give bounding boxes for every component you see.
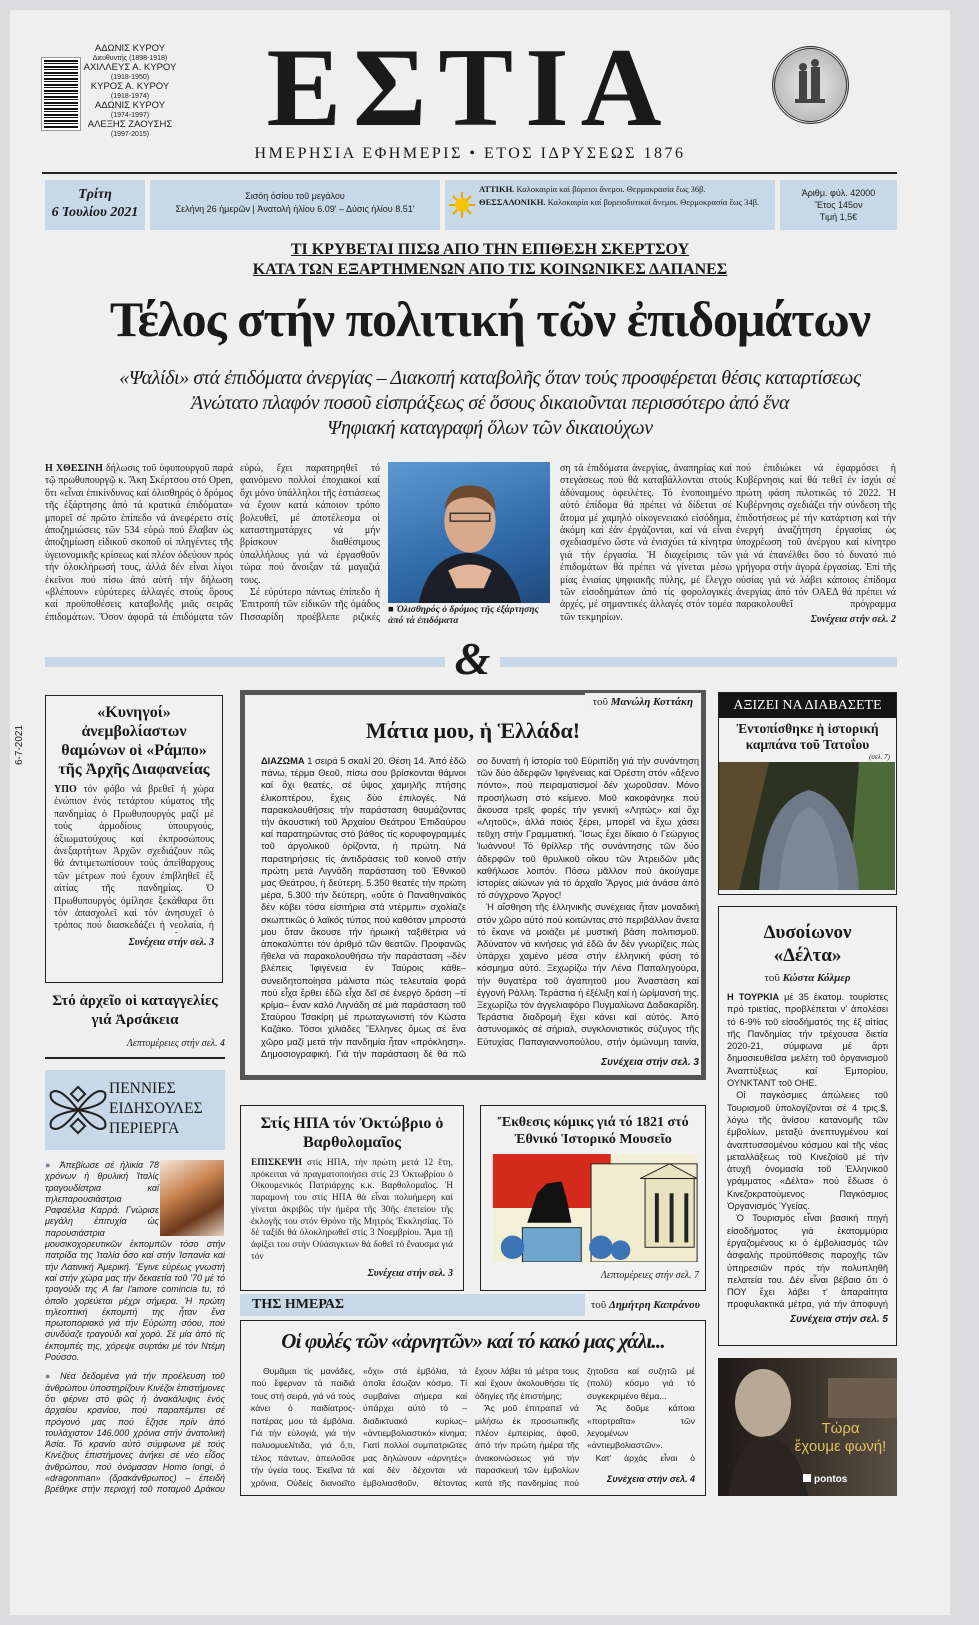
worth-reading-header: ΑΞΙΖΕΙ ΝΑ ΔΙΑΒΑΣΕΤΕ	[719, 693, 896, 718]
weather-thessaloniki: Καλοκαιρία καί βορειοδυτικοί ἄνεμοι. Θερμοκρασία ἕως 34β.	[545, 197, 760, 207]
section-divider-left	[45, 657, 445, 667]
lead-kicker	[60, 240, 920, 280]
lead-continued-link[interactable]: Συνέχεια στήν σελ. 2	[810, 614, 896, 625]
founder-name: ΑΔΩΝΙΣ ΚΥΡΟΥ	[94, 43, 166, 54]
issue-box	[780, 180, 897, 230]
brief-item	[45, 1371, 225, 1495]
floral-ornament-icon	[49, 1085, 107, 1135]
kicker-line: ΚΑΤΑ ΤΩΝ ΕΞΑΡΤΗΜΕΝΩΝ ΑΠΟ ΤΙΣ ΚΟΙΝΩΝΙΚΕΣ ΔΑΠΑΝΕΣ	[252, 261, 728, 278]
left-feature-continued-link[interactable]: Συνέχεια στήν σελ. 3	[128, 937, 214, 948]
column-col-1	[261, 755, 466, 1060]
of-the-day-col-4: ζητοῦσα καί συζητῶ μέ (πολύ) κόσμο γιά τό συγκεκριμένο θέμα... Ἄς δοῦμε κάποια «πορτραῖτα» τῶν λεγομένων «ἀντιεμβολιαστῶν». Κατ' ἀρχάς εἶναι ὁ	[587, 1366, 695, 1463]
founder-years: (1974-1997)	[110, 111, 150, 119]
column-byline	[585, 693, 701, 711]
weather-attica: Καλοκαιρία καί βόρειοι ἄνεμοι. Θερμοκρασία ἕως 36β.	[514, 184, 706, 194]
brief-header	[45, 1070, 225, 1150]
usa-continued-link[interactable]: Συνέχεια στήν σελ. 3	[367, 1268, 453, 1279]
brief-title: ΠΕΝΝΙΕΣ	[109, 1080, 176, 1097]
of-the-day-headline[interactable]: Οἱ φυλές τῶν «ἀρνητῶν» καί τό κακό μας χάλι...	[281, 1329, 665, 1353]
sun-icon	[449, 192, 475, 218]
lead-lede: Η ΧΘΕΣΙΝΗ	[45, 463, 103, 474]
usa-box	[240, 1105, 464, 1291]
weather-place-thessaloniki: ΘΕΣΣΑΛΟΝΙΚΗ.	[479, 197, 546, 207]
ad-slogan-line: ἔχουμε φωνή!	[794, 1438, 887, 1455]
subhead: Ἀνώτατο πλαφόν ποσοῦ εἰσπράξεως σέ ὅσους δικαιοῦνται περισσότερο ἀπό ἕνα	[190, 392, 790, 414]
of-the-day-box	[240, 1320, 706, 1496]
issue-date: 6 Ἰουλίου 2021	[51, 205, 139, 220]
of-the-day-author: Δημήτρη Καπράνου	[608, 1299, 700, 1311]
delta-body: μέ 35 ἑκατομ. τουρίστες πρό τριετίας, προβλέπεται ν' ἀπολέσει τό 6-9% τοῦ εἰσοδήματός της ἐξ αἰτίας τῆς Πανδημίας τήν τρέχουσα διετία 2020-21, σύμφωνα μέ ἄρτι δημοσιευθεῖσα μελέτη τοῦ ὀργανισμοῦ Ἀναπτύξεως καί Ἐμπορίου, ΟΥΝΚΤΑΝΤ τοῦ ΟΗΕ. Οἱ παγκόσμιες ἀπώλειες τοῦ Τουρισμοῦ ὑπολογίζονται σέ 4 τρις.$, λόγω τῆς ἀνίσου κατανομῆς τῶν ἐμβολίων, μεταξύ ἀνεπτυγμένου καί ἀναπτυσσομένου κόσμου καί τῆς νέας μεταλλάξεως τοῦ Κινεζοϊοῦ μέ τήν ἀτυχῆ ὀνομασία τοῦ Ἑλληνικοῦ γράμματος «Δέλτα» πού ἔδωσε ὁ Κινεζοκρατούμενος Παγκόσμιος Ὀργανισμός Ὑγείας. Ὁ Τουρισμός εἶναι βασική πηγή εἰσοδήματος γιά ἑκατομμύρια ἐργαζομένους κι ὁ ἐμβολιασμός τῶν ἀσφαλής προϋπόθεσις παροχῆς τῶν ὑπηρεσιῶν πρός τήν πολυπληθῆ πελατεία του. Δέν εἶναι βέβαιο ὅτι ὁ ΠΟΥ ἔχει λάβει τ' ἀπαραίτητα προφυλακτικά μέτρα, γιά τήν ἀποφυγή	[727, 992, 888, 1310]
of-the-day-col-3: ἔχουν λάβει τά μέτρα τους καί ἔχουν ἀκολουθήσει τίς ὁδηγίες τῆς ἐπιστήμης; Ἄς μοῦ ἐπιτραπεῖ νά μιλήσω ἐκ προσωπικῆς πλέον ἐμπειρίας, ἀφοῦ, ἀπό τήν πρώτη ἡμέρα τῆς ἀνακοινώσεως γιά τήν παρασκευή τῶν ἐμβολίων κατά τῆς πανδημίας πού	[475, 1366, 579, 1488]
brief-text: Νέα δεδομένα γιά τήν προέλευση τοῦ ἀνθρώπου ὑποστηρίζουν Κινέζοι ἐπιστήμονες ὅτι φέρνει στό φῶς ἡ ἀνακάλυψις ἑνός ἀρχαίου κρανίου, πού παραπέμπει σέ πρόγονό μας πού ἔζησε πρίν ἀπό τουλάχιστον 146.000 χρόνια στήν ἀνατολική Ἀσία. Τό κρανίο αὐτό σύμφωνα μέ τούς Κινέζους ἐπιστήμονες ἀνήκει σέ νέο εἶδος ἀνθρώπου, πού ὀνόμασαν Homo longi, ὁ «dragonman» (δρακάνθρωπος) – ἐπειδή βρέθηκε στήν περιοχή τοῦ ποταμοῦ Δράκου	[45, 1371, 225, 1495]
comics-headline[interactable]: Ἔκθεσις κόμικς γιά τό 1821 στό Ἐθνικό Ἱστορικό Μουσεῖο	[497, 1115, 689, 1147]
pontos-ad[interactable]	[718, 1358, 897, 1496]
left-feature-box	[45, 695, 223, 983]
founder-years: (1997-2015)	[110, 130, 150, 138]
lead-photo	[388, 462, 550, 603]
brief-title: ΠΕΡΙΕΡΓΑ	[109, 1120, 180, 1137]
masthead-seal	[772, 46, 849, 124]
barcode	[42, 58, 80, 130]
of-the-day-bar	[240, 1294, 706, 1316]
column-text: 1 σειρά 5 σκαλί 20. Θέση 14. Ἀπό ἐδῶ πάνω, τέρμα Θεοῦ, πίσω σου βρίσκονται θάμνοι καί ὄχι θεατές, σέ ὕψος χαμηλῆς πτήσης ἑλικοπτέρου, ἔχεις δύο ἐπιλογές. Νά παρακολουθήσεις τήν παράσταση θαυμάζοντας τήν ἀκουστική τοῦ Ἀρχαίου Θεάτρου Ἐπιδαύρου καί παρατηρώντας στό βάθος τίς κορυφογραμμές τοῦ ἀργολικοῦ ὁρίζοντα, ἡ πρώτη. Νά παρατηρήσεις τίς ἀντιδράσεις τοῦ κοινοῦ στήν πρώτη μετά Λιγνάδη παράσταση τοῦ Ἐθνικοῦ μας Θεάτρου, ἡ δεύτερη. 5.350 θεατές τήν πρώτη μέρα, 5.300 τήν δεύτερη, «οὔτε ὁ Παναθηναϊκός δέν κόβει τόσα εἰσιτήρια στά ντέρμπι» σχολίαζε σκωπτικῶς ὁ λαϊκός τύπος πού καθόταν μπροστά μου ὅταν ἄκουσε τήν ἡρωική ταξιθέτρια νά ἀποκαλύπτει τόν ἀριθμό τῶν θεατῶν. Προφανῶς ἤθελα νά παρακολουθήσω τήν παράσταση –δέν βλέπεις Ἰφιγένεια ἐν Ταύροις κάθε– συνειδητοποίησα μάλιστα πώς τελευταία φορά πού εἶχα ἔρθει ἐδῶ εἶχα δεῖ σέ ἐνεργό δράση –τί κρίμα– ἕναν καλό Λιγνάδη σέ μιά παράσταση τοῦ Σταύρου Τσακίρη μέ πρωταγωνιστή τόν Κώστα Καζάκο. Τόσοι χιλιάδες Ἕλληνες ὅμως σέ ἕνα χῶρο μαζί μετά τήν πανδημία ἦταν «πρόκληση». Δημοσιογραφική. Γιά τήν παράσταση δέ θά πῶ	[261, 756, 466, 1059]
brief-title: ΕΙΔΗΣΟΥΛΕΣ	[109, 1100, 203, 1117]
left-feature-lede: ΥΠΟ	[54, 784, 77, 795]
usa-headline[interactable]: Στίς ΗΠΑ τόν Ὀκτώβριο ὁ Βαρθολομαῖος	[260, 1115, 444, 1151]
brand-logo-icon	[803, 1474, 811, 1482]
delta-box	[718, 906, 897, 1346]
left-rule	[45, 1057, 225, 1059]
delta-author: Κώστα Κόλμερ	[782, 972, 851, 984]
subhead: Ψηφιακή καταγραφή ὅλων τῶν δικαιούχων	[327, 417, 653, 439]
lead-column-4: πού ἐπιδιώκει νά ἐφαρμόσει ἡ Κυβέρνησις καί θά τεθεῖ ἐν ἰσχύι σέ πρώτη φάση πιλοτικῶς τό 2022. Ἡ Κυβέρνησις σχεδιάζει τήν σύνδεση τῆς ἐπιδοτήσεως μέ τήν κατάρτιση καί τήν ἐνεργή ἀναζήτηση ἐργασίας ὡς ὑποχρέωση τοῦ ἀνέργου καί κίνητρο γιά νά ἐπανέλθει ὅσο τό δυνατό πιό γρήγορα στήν ἀγορά ἐργασίας. Ἐπί τῆς οὐσίας γιά νά λάβει κάποιος ἐπίδομα ἀνεργίας ἀπό τόν ΟΑΕΔ θά πρέπει νά παρακολουθεῖ πρόγραμμα	[736, 463, 896, 611]
lead-photo-caption: ■ Ὀλισθηρός ὁ δρόμος τῆς ἐξάρτησης ἀπό τά ἐπιδόματα	[388, 605, 539, 626]
comics-box	[480, 1105, 706, 1291]
delta-text	[727, 991, 888, 1310]
ad-slogan-line: Τώρα	[821, 1420, 860, 1437]
weekday: Τρίτη	[78, 187, 112, 202]
almanac-box	[150, 180, 440, 230]
price: Τιμή 1,5€	[819, 212, 858, 222]
section-divider-right	[500, 657, 897, 667]
delta-title[interactable]	[727, 921, 888, 967]
of-the-day-byline	[585, 1294, 706, 1316]
delta-lede: Η ΤΟΥΡΚΙΑ	[727, 992, 780, 1002]
left-feature-text	[54, 784, 214, 933]
of-the-day-continued-link[interactable]: Συνέχεια στήν σελ. 4	[607, 1474, 695, 1484]
founders-list	[82, 44, 178, 139]
byline-prefix: τοῦ	[764, 972, 783, 984]
ampersand-ornament: &	[454, 633, 491, 684]
brief-items	[45, 1160, 225, 1495]
bullet-icon: ●	[45, 1371, 61, 1382]
column-title[interactable]: Μάτια μου, ἡ Ἑλλάδα!	[365, 718, 581, 743]
comics-illustration-icon	[491, 1154, 699, 1262]
worth-reading-headline[interactable]: Ἐντοπίσθηκε ἡ ἱστορική καμπάνα τοῦ Τατοΐου	[736, 721, 879, 752]
of-the-day-col-1: Θυμᾶμαι τίς μανάδες, πού ἔφερναν τά παιδιά τους στή σειρά, γιά νά τούς κάνει ὁ παιδίατρος-πατέρας μου τά ἐμβόλια. Γιά τήν εὐλογιά, γιά τήν πολυομυελίτιδα, γιά ὅ,τι, τέλος πάντων, ἀπειλοῦσε τήν ὑγεία τους. Ἐκεῖνα τά χρόνια, Οὐδείς διανοεῖτο	[251, 1366, 355, 1488]
arsakeia-continued-link[interactable]: Λεπτομέρειες στήν σελ. 4	[126, 1038, 225, 1049]
masthead-tagline: ΗΜΕΡΗΣΙΑ ΕΦΗΜΕΡΙΣ • ΕΤΟΣ ΙΔΡΥΣΕΩΣ 1876	[254, 145, 686, 162]
date-box	[45, 180, 145, 230]
masthead-rule	[42, 172, 897, 174]
lead-column-1	[45, 463, 233, 624]
worth-reading-box	[718, 692, 897, 895]
byline-prefix: τοῦ	[592, 696, 611, 708]
comics-continued-link[interactable]: Λεπτομέρειες στήν σελ. 7	[600, 1270, 699, 1281]
lead-headline[interactable]: Τέλος στήν πολιτική τῶν ἐπιδομάτων	[109, 291, 871, 347]
lead-subheads	[20, 366, 960, 441]
of-the-day-col-2: «ὄχι» στά ἐμβόλια, τά ὁποῖα ἔσωζαν κόσμο. Τί συμβαίνει σήμερα καί ὑπάρχει αὐτό τό –διαδικτυακό κυρίως– «ἀντιεμβολιαστικό» κίνημα; Γιατί πολλοί συμπατριῶτες μας δηλώνουν «ἀρνητές» καί δέν δέχονται νά ἐμβολιασθοῦν, θέτοντας	[363, 1366, 467, 1488]
saint-of-day: Σισόη ὁσίου τοῦ μεγάλου	[245, 191, 345, 201]
delta-byline	[727, 971, 888, 985]
column-continued-link[interactable]: Συνέχεια στήν σελ. 3	[601, 1057, 699, 1068]
column-author: Μανώλη Κοττάκη	[610, 696, 693, 708]
founder-name: ΑΛΕΞΗΣ ΖΑΟΥΣΗΣ	[87, 119, 173, 130]
usa-lede: ΕΠΙΣΚΕΨΗ	[251, 1158, 303, 1168]
lead-column-3: ση τά ἐπιδόματα ἀνεργίας, ἀναπηρίας καί στεγάσεως πού θά καταβάλλονται στούς ἀδύναμους ὀφειλέτες. Τό ἑνοποιημένο αὐτό ἐπίδομα θά πρέπει νά δίδεται σέ ἄτομα μέ χαμηλό οἰκογενειακό εἰσόδημα, ἀκόμη καί ἐάν ἐργάζονται, καί νά εἶναι σχεδιασμένο ὥστε νά ἐνισχύει τά κίνητρα γιά τήν ἐργασία. Ἡ διαχείρισις τῶν ἐπιδομάτων θά πρέπει νά γίνεται μέσω μίας ἑνιαίας ψηφιακῆς πύλης, μέ ἔλεγχο τῶν εἰσοδημάτων ἀπό τίς φορολογικές ἀρχές, μέ σημαντικές ἀλλαγές στόν τομέα τῶν τεκμηρίων.	[560, 463, 732, 623]
brief-text: Ἀπεβίωσε σέ ἡλικία 78 χρόνων ἡ θρυλική Ἰταλίς τραγουδίστρια καί τηλεπαρουσιάστρια Ραφαέλλα Καρρά. Γνώρισε μεγάλη ἐπιτυχία ὡς παρουσιάστρια μουσικοχορευτικῶν ἐκπομπῶν τόσο στήν πατρίδα της Ἰταλία ὅσο καί στήν Ἰσπανία καί τήν Λατινική Ἀμερική. Ἔγινε εὐρέως γνωστή καί στήν χώρα μας τήν δεκαετία τοῦ '70 μέ τό τραγούδι της A far l'amore comincia tu, τό ὁποῖο χορεύεται μέχρι σήμερα. Ἡ πρώτη τηλεοπτική ἐκπομπή της ἦταν ἕνα πρωτοποριακό γιά τήν Εὐρώπη σόου, πού συνδύαζε τραγούδι καί χορό. Σέ μία ἀπό τίς ἐκπομπές της, χόρεψε συρτάκι μέ τόν Ντέμη Ρούσσο.	[45, 1160, 225, 1363]
founder-years: (1918-1974)	[110, 92, 150, 100]
ad-brand-name: pontos	[814, 1474, 848, 1485]
publication-year: Ἔτος 145ον	[814, 200, 863, 210]
ad-slogan	[788, 1420, 893, 1456]
column-lede: ΔΙΑΖΩΜΑ	[261, 756, 305, 766]
weather-box	[445, 180, 775, 230]
of-the-day-label: ΤΗΣ ΗΜΕΡΑΣ	[240, 1294, 356, 1316]
column-col-2: σο δυνατή ἡ ἱστορία τοῦ Εὐριπίδη γιά τήν συνάντηση τῶν δύο ἀδερφῶν Ἰφιγένειας καί Ὀρέστη στόν «ἄξενο πόντο», πού πειραματισμοί δέν χωροῦσαν. Μόνο προσήλωση στό κείμενο. Μοῦ κακοφάνηκε πού ἄκουσα τρεῖς φορές τήν γενική «Λητώς» καί ὄχι «Λητοῦς», ἀλλά ποιός ξέρει, μπορεῖ νά ἔχω χάσει τεῦχη στήν Γραμματική. Ἴσως ἔχει δίκαιο ὁ Γεώργιος Ἰωάννου! Τό θρίλλερ τῆς συνάντησης τῶν δύο ἀδερφῶν τοῦ θρυλικοῦ οἴκου τῶν Ἀτρειδῶν μᾶς καθήλωσε λοιπόν. Πόσω μᾶλλον πού ἀκούγαμε ἱστορίες αἰώνων γιά τό ἀρχαῖο Ἄργος μιά ἀνάσα ἀπό τό σύγχρονο Ἄργος! Ἡ αἴσθηση τῆς ἑλληνικῆς συνέχειας ἦταν μοναδική στόν χῶρο αὐτό πού κοιτώντας στό περιβάλλον ἄνετα τό ἔκανε νά μοιάζει μέ μυστική βάση πολιτισμοῦ. Ἀδύνατον νά κινήσεις γιά ἐδῶ ἄν δέν γνωρίζεις πώς ὑπάρχει χαμένο μέσα στήν ἑλληνική φύση τό κόσμημα αὐτό. Ξεχωρίζω τήν Λένα Παπαληγούρα, τήν θυγατέρα τοῦ ἀγαπητοῦ μου Ἀναστάση καί ἐγγονή Ράλλη. Τεράστια ἡ ἐξέλιξη καί ἡ ὡρίμανσή της. Ξεχωρίζω τόν ἀγγελιαφόρο Πυγμαλίωνα Δαδακαρίδη. Τεράστια διαδρομή ἔχει κάνει καί αὐτός. Ἀπό ἀστυνομικός σέ σήριαλ, συγκλονιστικός σύζυγος τῆς Εὐτυχίας Παπαγιαννοπούλου, στήν ὁμώνυμη ταινία,	[477, 756, 699, 1047]
kicker-line: ΤΙ ΚΡΥΒΕΤΑΙ ΠΙΣΩ ΑΠΟ ΤΗΝ ΕΠΙΘΕΣΗ ΣΚΕΡΤΣΟΥ	[290, 241, 690, 258]
left-feature-title[interactable]: «Κυνηγοί» ἀνεμβολίαστων θαμώνων οἱ «Ράμπο» τῆς Ἀρχῆς Διαφανείας	[58, 704, 210, 778]
politician-portrait-icon	[388, 462, 550, 603]
founder-name: ΑΧΙΛΛΕΥΣ Α. ΚΥΡΟΥ	[83, 62, 177, 73]
issue-number: Ἀριθμ. φύλ. 42000	[801, 188, 876, 198]
weather-place-attica: ΑΤΤΙΚΗ.	[479, 184, 515, 194]
left-feature-body: τόν φόβο νά βρεθεῖ ἡ χώρα ἐνώπιον ἑνός τετάρτου κύματος τῆς πανδημίας ὁ Πρωθυπουργός μαζί μέ τούς ἁρμοδίους ὑπουργούς, ἀξιωματούχους καί ἐκπροσώπους ἀνεξαρτήτων Ἀρχῶν σχεδιάζουν πῶς θά ἀντιμετωπίσουν τούς ἀπείθαρχους τῶν μέτρων πού ἔχουν ἐπιβληθεῖ ἐξ αἰτίας τῆς πανδημίας. Ὁ Πρωθυπουργός ὁμίλησε ξεκάθαρα ὅτι τόν ἀπασχολεῖ καί τόν ἀνησυχεῖ ὁ τρόπος πού διασκεδάζει ἡ νεολαία, ἡ	[54, 784, 214, 932]
founder-name: ΚΥΡΟΣ Α. ΚΥΡΟΥ	[90, 81, 170, 92]
bullet-icon: ●	[45, 1160, 60, 1170]
worth-reading-page: (σελ. 7)	[869, 753, 890, 761]
usa-text	[251, 1158, 453, 1263]
bell-photo-icon	[719, 762, 895, 890]
delta-title-line: «Δέλτα»	[773, 945, 842, 966]
side-date: 6-7-2021	[14, 724, 25, 765]
column-box	[240, 690, 706, 1080]
ad-brand	[803, 1474, 847, 1486]
arsakeia-headline[interactable]: Στό ἀρχεῖο οἱ καταγγελίες γιά Ἀρσάκεια	[52, 993, 218, 1028]
masthead-title: ΕΣΤΙΑ	[266, 26, 674, 150]
founder-years: Διευθυντής (1898-1918)	[92, 54, 168, 62]
delta-continued-link[interactable]: Συνέχεια στήν σελ. 5	[790, 1314, 888, 1325]
lead-column-2: εὐρώ, ἔχει παρατηρηθεῖ τό φαινόμενο πολλοί ἐποχιακοί καί ὄχι μόνο ὑπάλληλοι τῆς ἑστιάσεως νά ἔχουν κατά κάποιον τρόπο βολευθεῖ, μέ ἀποτέλεσμα οἱ καταστηματάρχες νά μήν βρίσκουν διαθέσιμους ὑπαλλήλους γιά νά ἐργασθοῦν τώρα πού ἄνοιξαν τά μαγαζιά τους. Σέ εὐρύτερο πάντως ἐπίπεδο ἡ Ἐπιτροπή τῶν εἰδικῶν τῆς ὁμάδος Πισσαρίδη προέβλεπε ριζικές	[240, 463, 380, 623]
founder-name: ΑΔΩΝΙΣ ΚΥΡΟΥ	[94, 100, 166, 111]
delta-title-line: Δυσοίωνον	[763, 922, 852, 943]
lead-text: δήλωσις τοῦ ὑφυπουργοῦ παρά τῷ πρωθυπουργῷ κ. Ἄκη Σκέρτσου στό Open, ὅτι «εἶναι ἐπικίνδυνος καί ὀλισθηρός ὁ δρόμος τῆς ἐξάρτησης ἀπό τά κρατικά ἐπιδόματα» μπορεῖ σέ πρῶτο ἐπίπεδο νά ἀνεφέρετο στίς ἀποζημιώσεις τῶν 534 εὐρώ πού ἔλαβαν ὡς ἀποζημίωση εἰδικοῦ σκοποῦ οἱ πληγέντες τῆς ὑγειονομικῆς κρίσεως καί πλέον ὀδεύουν πρός τήν ὁλοκλήρωσή τους, ἀλλά δέν εἶναι λίγοι ἐκεῖνοι πού πίσω ἀπό αὐτή τήν δήλωση «βλέπουν» εὐρύτερες ἀλλαγές στούς ὅρους καί προϋποθέσεις καταβολῆς μιᾶς σειρᾶς ἐπιδομάτων. Ὅσον ἀφορᾶ τά ἐπιδόματα τῶν	[45, 463, 233, 623]
founder-years: (1918-1950)	[110, 73, 150, 81]
subhead: «Ψαλίδι» στά ἐπιδόματα ἀνεργίας – Διακοπή καταβολῆς ὅταν τούς προσφέρεται θέσις καταρτίσεως	[119, 367, 861, 389]
byline-prefix: τοῦ	[590, 1299, 609, 1311]
sun-moon-times: Σελήνη 26 ἡμερῶν | Ἀνατολή ἡλίου 6.09' – Δύσις ἡλίου 8.51'	[175, 204, 415, 214]
usa-body: στίς ΗΠΑ, τήν πρώτη μετά 12 ἔτη, πρόκειται νά πραγματοποιήσει στίς 23 Ὀκτωβρίου ὁ Οἰκουμενικός Πατριάρχης κ.κ. Βαρθολομαῖος. Ἡ παραμονή του στίς ΗΠΑ θά εἶναι πολυήμερη καί γίνεται ἀκριβῶς τήν ἡμέρα τῆς 30ῆς ἐπετείου τῆς ἐκλογῆς του στόν Θρόνο τῆς Μητρός Ἐκκλησίας. Τό δέ ταξίδι θά ὁλοκληρωθεῖ στίς 3 Νοεμβρίου. Ἅμα τῇ ἀφίξει του στήν Οὐάσιγκτων θά δοθεῖ τό ἔναυσμα γιά τόν	[251, 1158, 453, 1262]
seal-figures-icon	[775, 49, 846, 121]
